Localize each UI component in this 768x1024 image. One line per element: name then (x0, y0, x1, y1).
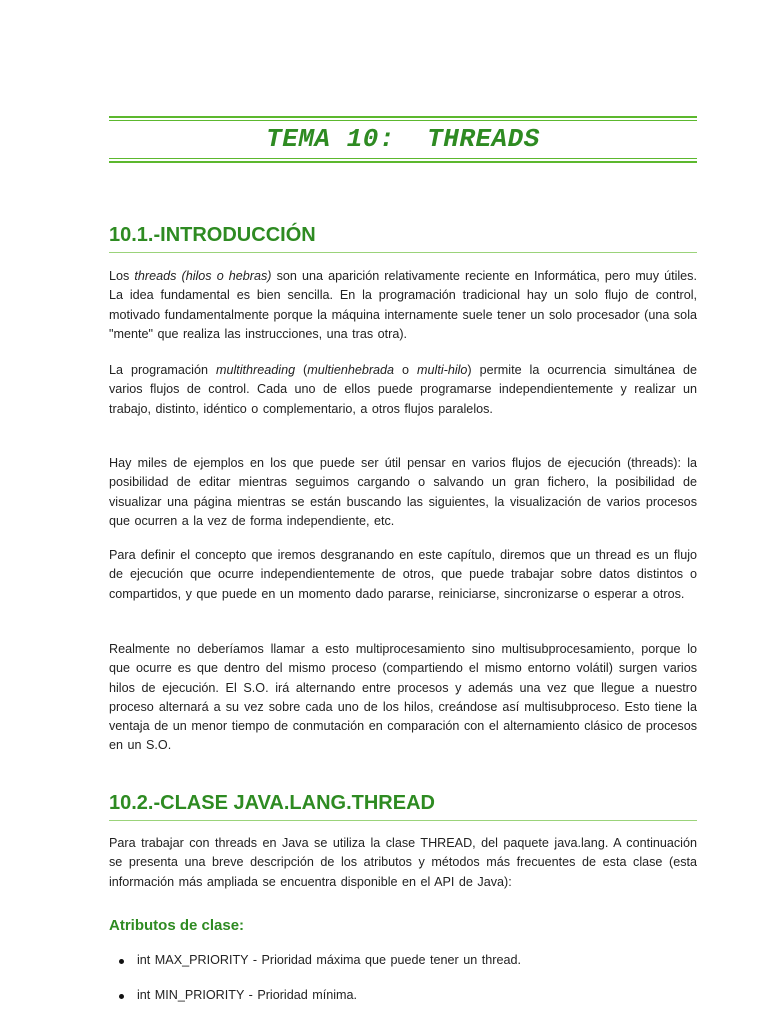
title-rule-bottom (109, 158, 697, 163)
subheading-atributos: Atributos de clase: (109, 917, 245, 934)
text-run-italic: multithreading (215, 363, 296, 377)
list-item-text: int MIN_PRIORITY - Prioridad mínima. (137, 988, 358, 1002)
paragraph-intro-1 (109, 267, 697, 344)
text-run: La programación (109, 363, 216, 377)
text-run-italic: threads (hilos o hebras) (134, 269, 272, 283)
text-run: o (394, 363, 418, 377)
text-run-italic: multienhebrada (307, 363, 395, 377)
text-run: son una aparición relativamente reciente en Informática, pero muy útiles. La idea fundamental es bien sencilla. En la programación tradicional hay un solo flujo de control, motivado fundamentalmente porque la máquina internamente suele tener un solo procesador (una sola "mente" que realiza las instrucciones, una tras otra). (109, 269, 697, 341)
section-heading-introduccion: 10.1.-INTRODUCCIÓN (109, 224, 697, 253)
paragraph-intro-4: Para definir el concepto que iremos desgranando en este capítulo, diremos que un thread es un flujo de ejecución que ocurre independientemente de otros, que puede trabajar sobre datos distintos o compartidos, y que puede en un momento dado pararse, reiniciarse, sincronizarse o esperar a otros. (109, 548, 697, 601)
text-run: ( (295, 363, 308, 377)
list-item (137, 988, 357, 1002)
section-heading-clase-thread: 10.2.-CLASE JAVA.LANG.THREAD (109, 792, 697, 821)
text-run: ) permite la ocurrencia simultánea de varios flujos de control. Cada uno de ellos puede programarse independientemente y realizar un trabajo, distinto, idéntico o complementario, a otros flujos paralelos. (109, 363, 697, 416)
paragraph-clase-1: Para trabajar con threads en Java se utiliza la clase THREAD, del paquete java.lang. A continuación se presenta una breve descripción de los atributos y métodos más frecuentes de esta clase (esta información más ampliada se encuentra disponible en el API de Java): (109, 836, 697, 889)
title-rule-top (109, 116, 697, 121)
list-item (137, 953, 521, 967)
paragraph-intro-2 (109, 361, 697, 419)
list-item-text: int MAX_PRIORITY - Prioridad máxima que puede tener un thread. (137, 953, 521, 967)
bullet-icon (119, 994, 124, 999)
text-run: Los (109, 269, 135, 283)
paragraph-intro-3: Hay miles de ejemplos en los que puede ser útil pensar en varios flujos de ejecución (threads): la posibilidad de editar mientras seguimos cargando o salvando un gran fichero, la posibilidad de visualizar una página mientras se están buscando las siguientes, la visualización de varios procesos que ocurren a la vez de forma independiente, etc. (109, 456, 697, 528)
paragraph-intro-5: Realmente no deberíamos llamar a esto multiprocesamiento sino multisubprocesamiento, porque lo que ocurre es que dentro del mismo proceso (compartiendo el mismo entorno volátil) surgen varios hilos de ejecución. El S.O. irá alternando entre procesos y además una vez que llegue a nuestro proceso alternará a su vez sobre cada uno de los hilos, creándose así multisubproceso. Esto tiene la ventaja de un menor tiempo de conmutación en comparación con el alternamiento clásico de procesos en un S.O. (109, 642, 697, 753)
text-run-italic: multi-hilo (417, 363, 468, 377)
bullet-icon (119, 959, 124, 964)
page-title: TEMA 10: THREADS (266, 124, 540, 154)
